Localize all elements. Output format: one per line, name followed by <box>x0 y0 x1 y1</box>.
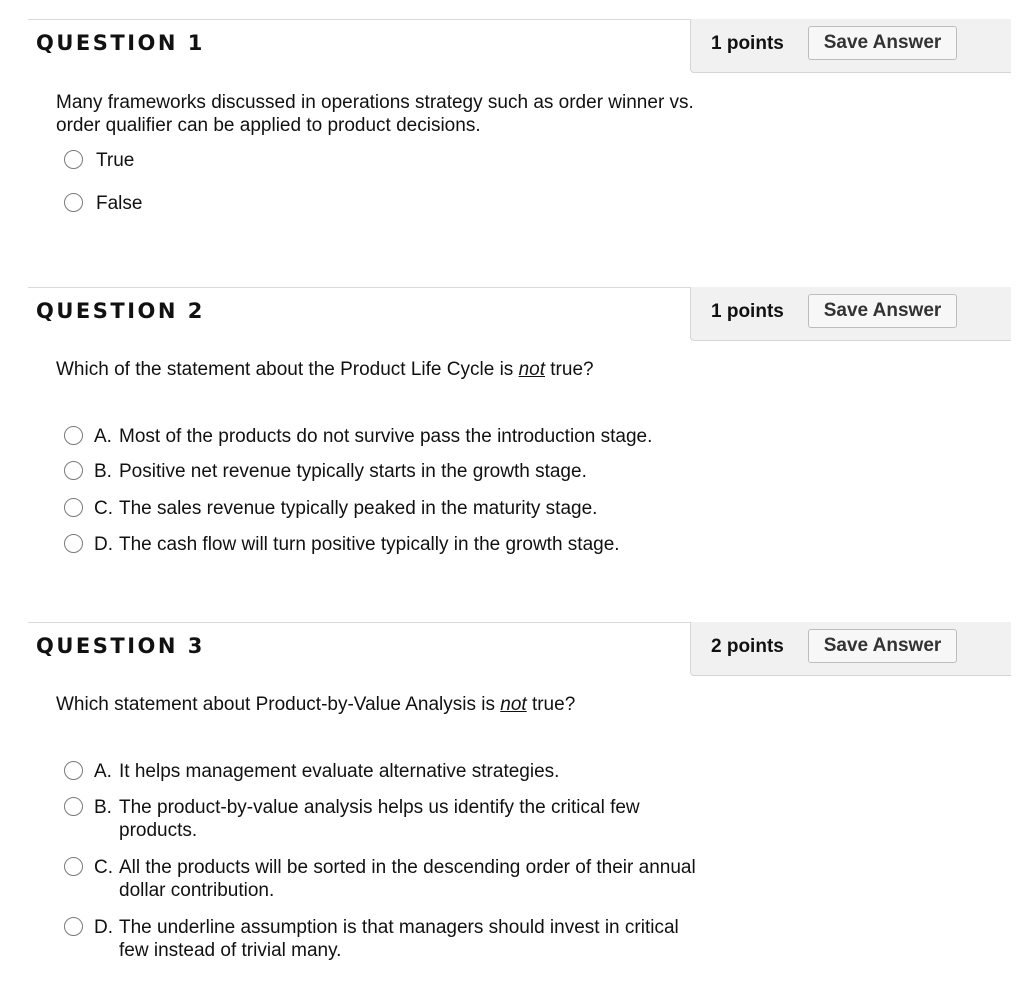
emphasis-not: not <box>518 359 545 380</box>
question-1-header <box>0 19 1010 74</box>
question-text: Which of the statement about the Product Life Cycle is <box>56 359 519 380</box>
question-points-box <box>690 622 1011 676</box>
radio-button[interactable] <box>64 498 83 517</box>
option-letter: D. <box>94 917 113 938</box>
radio-button[interactable] <box>64 461 83 480</box>
option-letter: B. <box>94 461 112 482</box>
points-label: 2 points <box>711 636 784 657</box>
radio-button[interactable] <box>64 426 83 445</box>
points-label: 1 points <box>711 33 784 54</box>
question-text-line: order qualifier can be applied to product decisions. <box>56 115 481 136</box>
question-3-text <box>56 693 575 716</box>
radio-button[interactable] <box>64 761 83 780</box>
question-2-header <box>0 287 1010 342</box>
option-text: Positive net revenue typically starts in the growth stage. <box>119 461 587 482</box>
question-points-box <box>690 287 1011 341</box>
option-letter: C. <box>94 498 113 519</box>
radio-button[interactable] <box>64 857 83 876</box>
question-2-text <box>56 358 594 381</box>
option-letter: A. <box>94 426 112 447</box>
save-answer-button[interactable]: Save Answer <box>808 629 957 663</box>
radio-button[interactable] <box>64 193 83 212</box>
option-text: The cash flow will turn positive typically in the growth stage. <box>119 534 620 555</box>
option-text: It helps management evaluate alternative strategies. <box>119 761 560 782</box>
question-points-box <box>690 19 1011 73</box>
question-text-end: true? <box>526 694 576 715</box>
radio-button[interactable] <box>64 797 83 816</box>
option-text-continued: products. <box>119 820 198 841</box>
question-title: QUESTION 2 <box>36 299 205 323</box>
option-text: The product-by-value analysis helps us identify the critical few <box>119 797 640 818</box>
option-text: The sales revenue typically peaked in the maturity stage. <box>119 498 598 519</box>
question-text: Which statement about Product-by-Value Analysis is <box>56 694 501 715</box>
option-text-continued: dollar contribution. <box>119 880 275 901</box>
radio-button[interactable] <box>64 150 83 169</box>
option-letter: C. <box>94 857 113 878</box>
save-answer-button[interactable]: Save Answer <box>808 294 957 328</box>
option-letter: D. <box>94 534 113 555</box>
question-text-end: true? <box>545 359 594 380</box>
save-answer-button[interactable]: Save Answer <box>808 26 957 60</box>
radio-button[interactable] <box>64 917 83 936</box>
option-text: All the products will be sorted in the descending order of their annual <box>119 857 696 878</box>
option-text: Most of the products do not survive pass the introduction stage. <box>119 426 653 447</box>
option-text-continued: few instead of trivial many. <box>119 940 342 961</box>
option-text: The underline assumption is that managers should invest in critical <box>119 917 679 938</box>
option-text: True <box>96 150 135 171</box>
question-3-header <box>0 622 1010 677</box>
emphasis-not: not <box>500 694 527 715</box>
question-title: QUESTION 1 <box>36 31 205 55</box>
question-text-line: Many frameworks discussed in operations strategy such as order winner vs. <box>56 92 694 113</box>
question-title: QUESTION 3 <box>36 634 205 658</box>
radio-button[interactable] <box>64 534 83 553</box>
option-letter: A. <box>94 761 112 782</box>
option-text: False <box>96 193 143 214</box>
option-letter: B. <box>94 797 112 818</box>
points-label: 1 points <box>711 301 784 322</box>
question-1-text <box>56 91 694 137</box>
